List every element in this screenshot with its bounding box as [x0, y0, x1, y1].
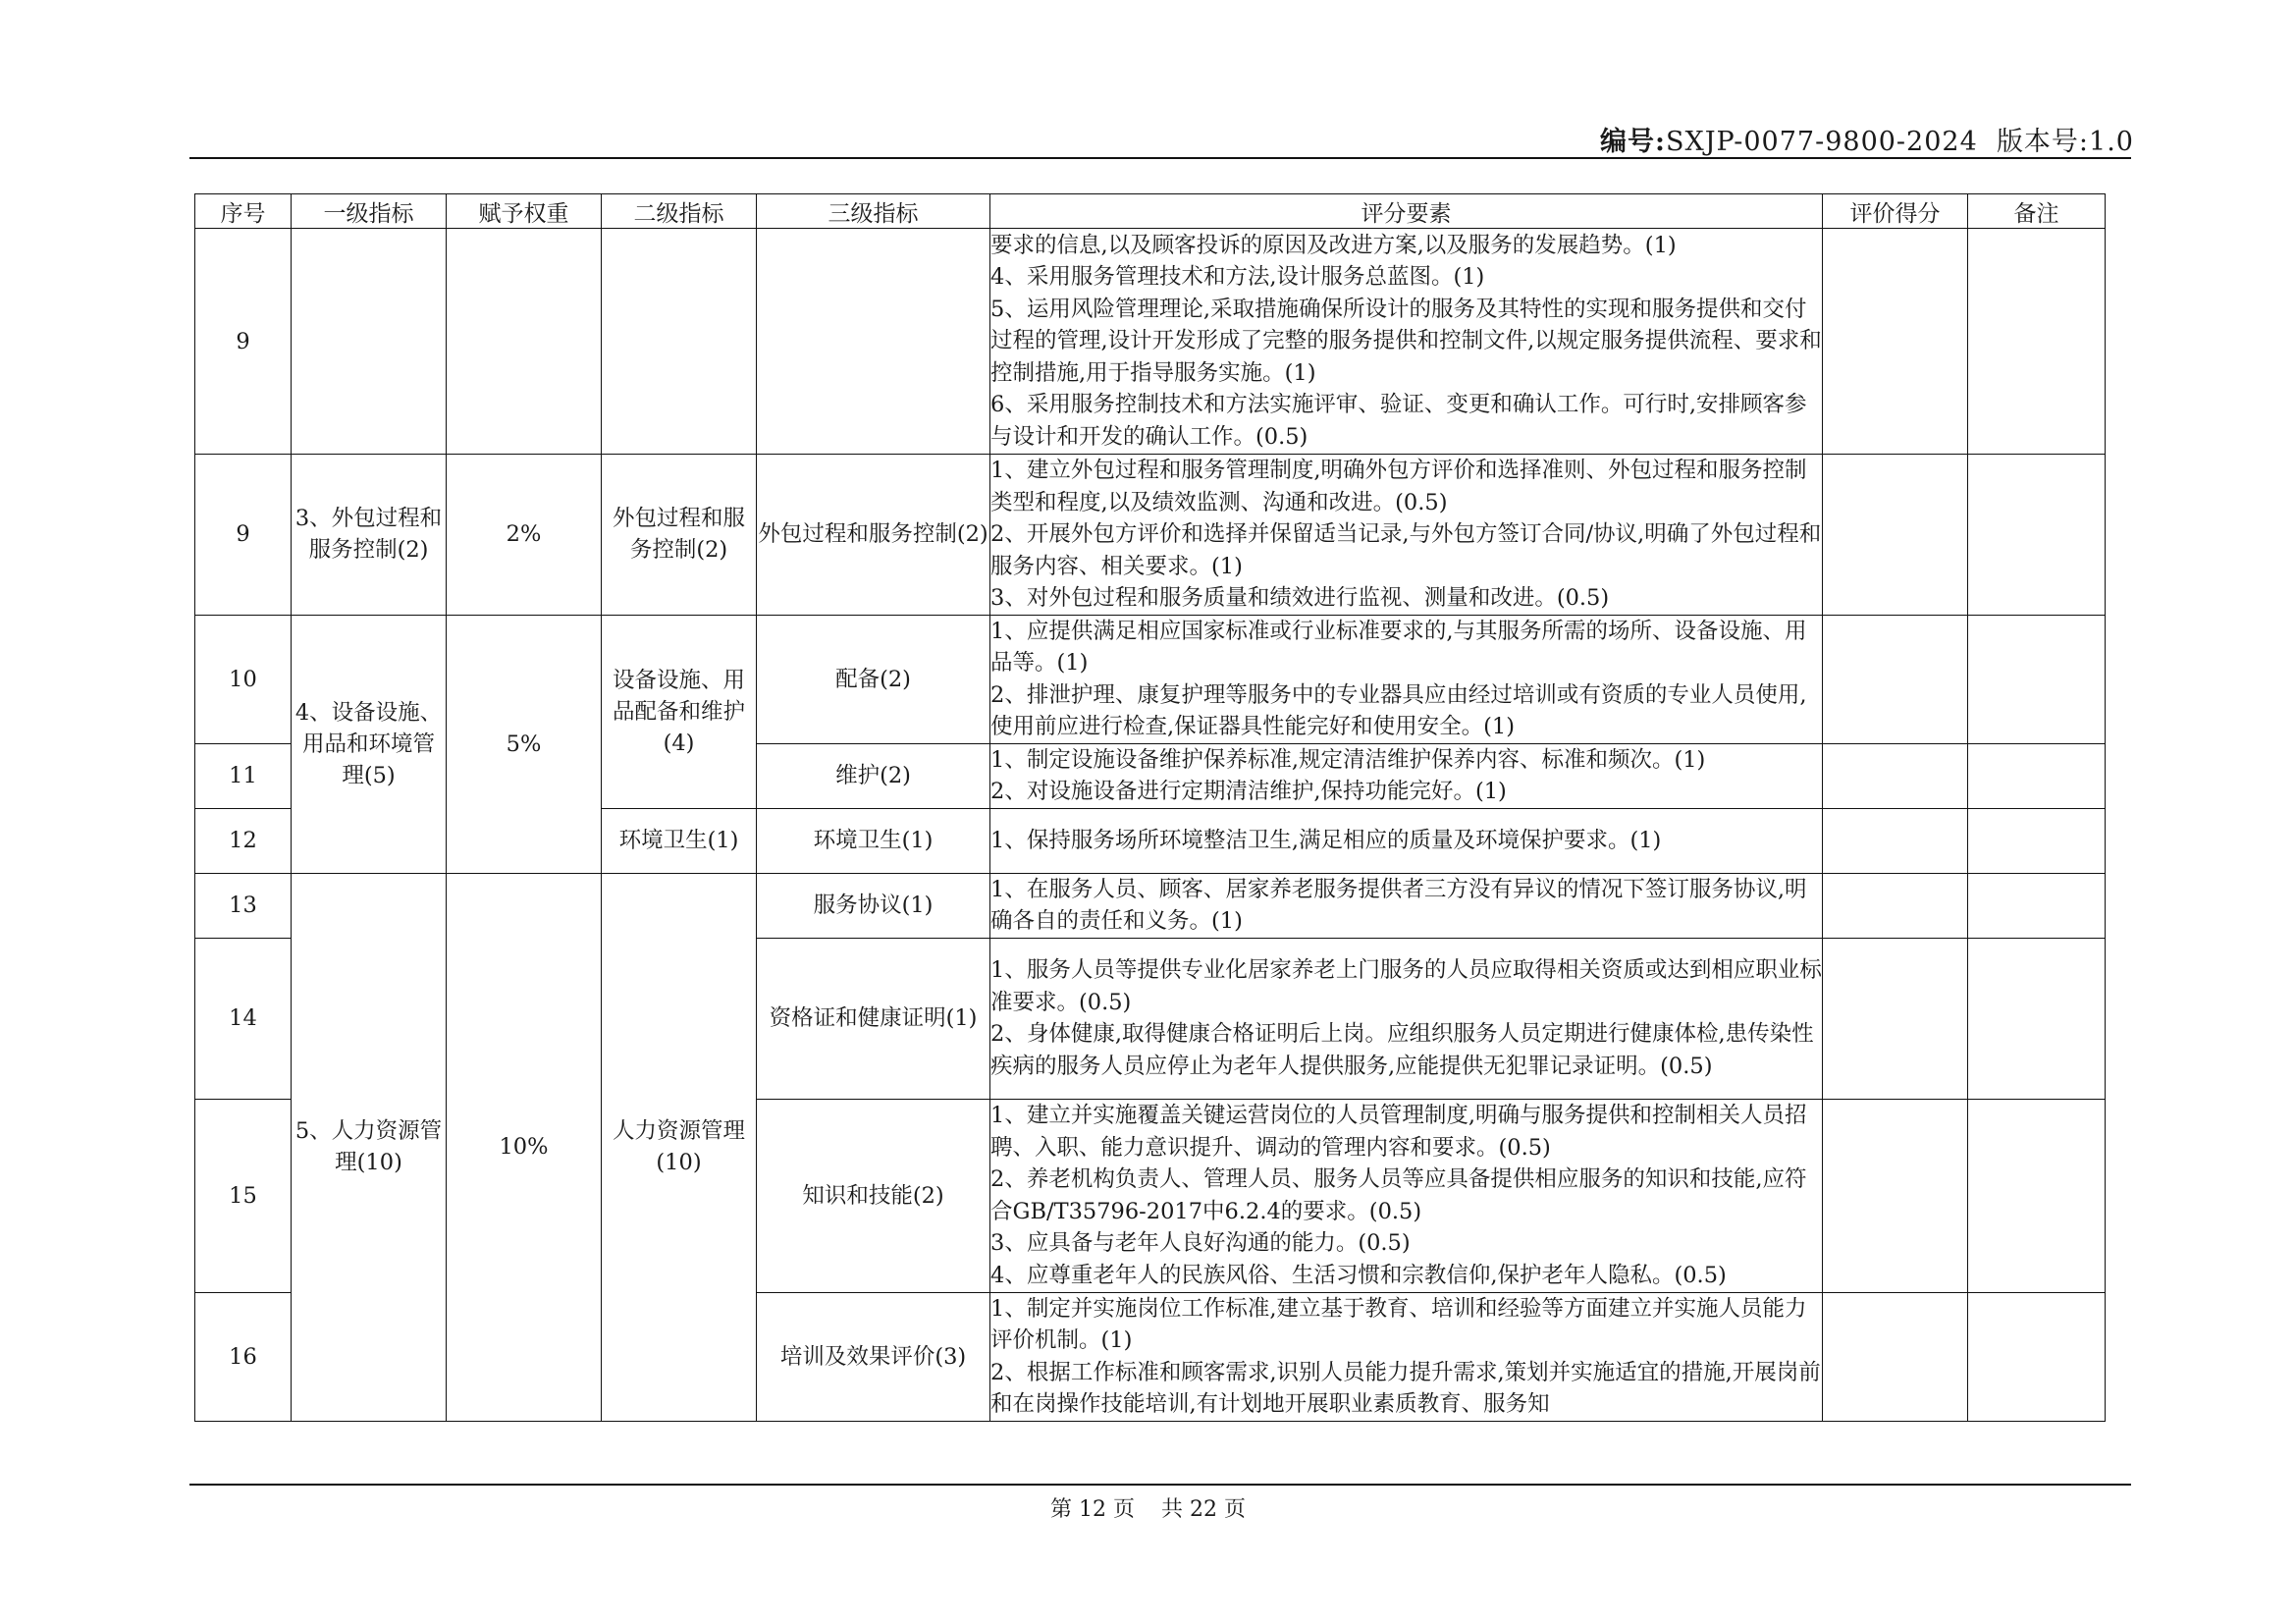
row-no: 9 — [195, 455, 292, 616]
row-no: 10 — [195, 615, 292, 743]
eval-item: 2、养老机构负责人、管理人员、服务人员等应具备提供相应服务的知识和技能,应符合GB/T35796-2017中6.2.4的要求。(0.5) — [990, 1166, 1807, 1224]
level1-cell: 5、人力资源管理(10) — [292, 873, 447, 1421]
eval-cell — [990, 808, 1823, 873]
col-header-eval: 评分要素 — [990, 194, 1823, 229]
eval-item: 2、开展外包方评价和选择并保留适当记录,与外包方签订合同/协议,明确了外包过程和服务内容、相关要求。(1) — [990, 521, 1822, 579]
col-header-level3: 三级指标 — [757, 194, 990, 229]
table-row — [195, 455, 2106, 616]
row-no: 15 — [195, 1099, 292, 1292]
level3-cell: 知识和技能(2) — [757, 1099, 990, 1292]
level1-cell: 3、外包过程和服务控制(2) — [292, 455, 447, 616]
eval-item: 1、制定设施设备维护保养标准,规定清洁维护保养内容、标准和频次。(1) — [990, 746, 1706, 773]
version-value: 1.0 — [2089, 127, 2134, 157]
eval-item: 1、制定并实施岗位工作标准,建立基于教育、培训和经验等方面建立并实施人员能力评价机制。(1) — [990, 1295, 1807, 1353]
remark-cell[interactable] — [1968, 229, 2106, 455]
level2-cell: 外包过程和服务控制(2) — [602, 455, 757, 616]
level1-cell: 4、设备设施、用品和环境管理(5) — [292, 615, 447, 873]
eval-item: 1、保持服务场所环境整洁卫生,满足相应的质量及环境保护要求。(1) — [990, 827, 1662, 853]
remark-cell[interactable] — [1968, 873, 2106, 938]
eval-item: 2、排泄护理、康复护理等服务中的专业器具应由经过培训或有资质的专业人员使用,使用前应进行检查,保证器具性能完好和使用安全。(1) — [990, 681, 1807, 739]
col-header-remark: 备注 — [1968, 194, 2106, 229]
row-no: 16 — [195, 1292, 292, 1421]
score-cell[interactable] — [1823, 743, 1968, 808]
page-total: 共 22 页 — [1161, 1497, 1246, 1522]
level3-cell: 环境卫生(1) — [757, 808, 990, 873]
header-rule — [189, 157, 2131, 159]
row-no: 12 — [195, 808, 292, 873]
score-cell[interactable] — [1823, 873, 1968, 938]
eval-item: 6、采用服务控制技术和方法实施评审、验证、变更和确认工作。可行时,安排顾客参与设计和开发的确认工作。(0.5) — [990, 392, 1807, 450]
row-no: 13 — [195, 873, 292, 938]
eval-item: 1、服务人员等提供专业化居家养老上门服务的人员应取得相关资质或达到相应职业标准要求。(0.5) — [990, 957, 1822, 1015]
eval-cell — [990, 743, 1823, 808]
table-row — [195, 229, 2106, 455]
score-cell[interactable] — [1823, 808, 1968, 873]
level2-cell: 环境卫生(1) — [602, 808, 757, 873]
score-cell[interactable] — [1823, 615, 1968, 743]
eval-item: 1、建立外包过程和服务管理制度,明确外包方评价和选择准则、外包过程和服务控制类型和程度,以及绩效监测、沟通和改进。(0.5) — [990, 458, 1807, 515]
col-header-no: 序号 — [195, 194, 292, 229]
eval-item: 4、采用服务管理技术和方法,设计服务总蓝图。(1) — [990, 264, 1485, 291]
remark-cell[interactable] — [1968, 743, 2106, 808]
eval-item: 要求的信息,以及顾客投诉的原因及改进方案,以及服务的发展趋势。(1) — [990, 232, 1677, 258]
level3-cell: 外包过程和服务控制(2) — [757, 455, 990, 616]
eval-cell — [990, 873, 1823, 938]
code-value: SXJP-0077-9800-2024 — [1666, 127, 1978, 157]
row-no: 14 — [195, 938, 292, 1099]
eval-cell — [990, 938, 1823, 1099]
col-header-score: 评价得分 — [1823, 194, 1968, 229]
row-no: 11 — [195, 743, 292, 808]
score-cell[interactable] — [1823, 938, 1968, 1099]
level3-cell: 培训及效果评价(3) — [757, 1292, 990, 1421]
eval-cell — [990, 1292, 1823, 1421]
row-no: 9 — [195, 229, 292, 455]
table-header-row — [195, 194, 2106, 229]
code-label: 编号: — [1600, 127, 1667, 157]
remark-cell[interactable] — [1968, 1099, 2106, 1292]
col-header-weight: 赋予权重 — [447, 194, 602, 229]
eval-item: 1、建立并实施覆盖关键运营岗位的人员管理制度,明确与服务提供和控制相关人员招聘、入职、能力意识提升、调动的管理内容和要求。(0.5) — [990, 1103, 1807, 1161]
version-label: 版本号: — [1996, 127, 2090, 157]
weight-cell: 5% — [447, 615, 602, 873]
eval-item: 2、对设施设备进行定期清洁维护,保持功能完好。(1) — [990, 779, 1507, 804]
score-cell[interactable] — [1823, 1292, 1968, 1421]
table-row — [195, 873, 2106, 938]
document-code — [1600, 120, 2134, 158]
page-footer — [0, 1492, 2296, 1523]
level3-cell — [757, 229, 990, 455]
level3-cell: 服务协议(1) — [757, 873, 990, 938]
remark-cell[interactable] — [1968, 615, 2106, 743]
weight-cell — [447, 229, 602, 455]
remark-cell[interactable] — [1968, 938, 2106, 1099]
level3-cell: 资格证和健康证明(1) — [757, 938, 990, 1099]
remark-cell[interactable] — [1968, 1292, 2106, 1421]
level3-cell: 配备(2) — [757, 615, 990, 743]
eval-item: 3、应具备与老年人良好沟通的能力。(0.5) — [990, 1230, 1411, 1256]
eval-item: 4、应尊重老年人的民族风俗、生活习惯和宗教信仰,保护老年人隐私。(0.5) — [990, 1262, 1727, 1288]
eval-cell — [990, 615, 1823, 743]
table-row — [195, 615, 2106, 743]
eval-item: 2、身体健康,取得健康合格证明后上岗。应组织服务人员定期进行健康体检,患传染性疾病的服务人员应停止为老年人提供服务,应能提供无犯罪记录证明。(0.5) — [990, 1021, 1814, 1079]
score-cell[interactable] — [1823, 229, 1968, 455]
eval-cell — [990, 229, 1823, 455]
eval-item: 3、对外包过程和服务质量和绩效进行监视、测量和改进。(0.5) — [990, 585, 1610, 611]
level2-cell: 设备设施、用品配备和维护(4) — [602, 615, 757, 808]
weight-cell: 2% — [447, 455, 602, 616]
level3-cell: 维护(2) — [757, 743, 990, 808]
remark-cell[interactable] — [1968, 808, 2106, 873]
col-header-level1: 一级指标 — [292, 194, 447, 229]
page-number: 第 12 页 — [1050, 1497, 1135, 1522]
eval-item: 1、应提供满足相应国家标准或行业标准要求的,与其服务所需的场所、设备设施、用品等。(1) — [990, 618, 1807, 676]
score-cell[interactable] — [1823, 455, 1968, 616]
eval-cell — [990, 455, 1823, 616]
remark-cell[interactable] — [1968, 455, 2106, 616]
level2-cell — [602, 229, 757, 455]
footer-rule — [189, 1484, 2131, 1486]
col-header-level2: 二级指标 — [602, 194, 757, 229]
level1-cell — [292, 229, 447, 455]
eval-item: 2、根据工作标准和顾客需求,识别人员能力提升需求,策划并实施适宜的措施,开展岗前和在岗操作技能培训,有计划地开展职业素质教育、服务知 — [990, 1359, 1821, 1417]
eval-cell — [990, 1099, 1823, 1292]
level2-cell: 人力资源管理(10) — [602, 873, 757, 1421]
eval-item: 5、运用风险管理理论,采取措施确保所设计的服务及其特性的实现和服务提供和交付过程的管理,设计开发形成了完整的服务提供和控制文件,以规定服务提供流程、要求和控制措施,用于指导服务实施。(1) — [990, 296, 1822, 386]
score-cell[interactable] — [1823, 1099, 1968, 1292]
eval-item: 1、在服务人员、顾客、居家养老服务提供者三方没有异议的情况下签订服务协议,明确各自的责任和义务。(1) — [990, 876, 1807, 934]
weight-cell: 10% — [447, 873, 602, 1421]
evaluation-table — [194, 193, 2106, 1422]
